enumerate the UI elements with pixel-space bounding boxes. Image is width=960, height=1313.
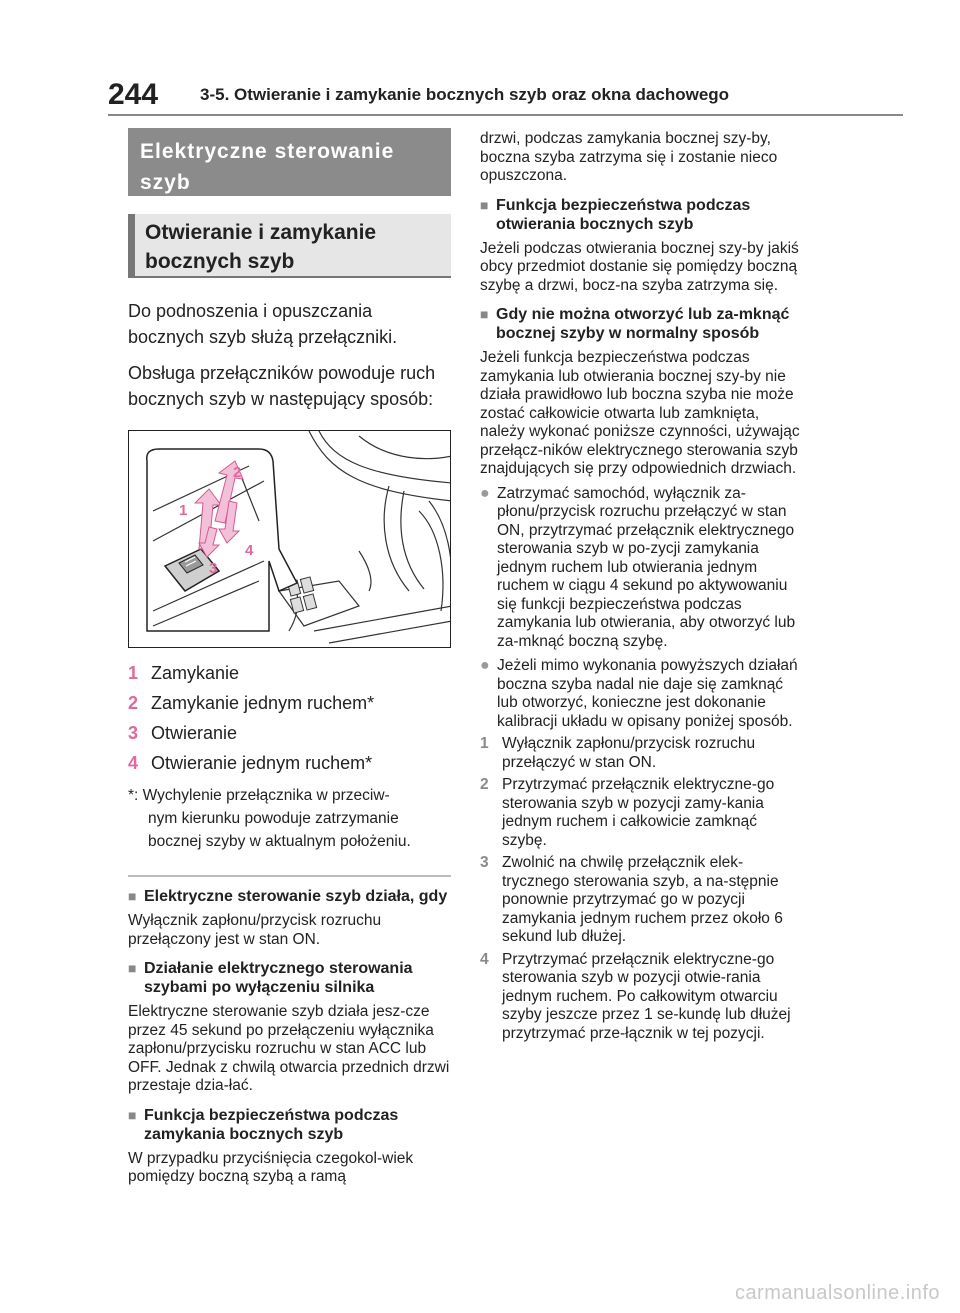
heading <box>480 196 802 234</box>
square-bullet-icon: ■ <box>480 306 489 322</box>
heading-text: Funkcja bezpieczeństwa podczas otwierania bocznych szyb <box>496 196 751 233</box>
legend-num: 2 <box>128 693 139 713</box>
legend-text: Zamykanie jednym ruchem* <box>151 693 375 713</box>
heading-text: Elektryczne sterowanie szyb działa, gdy <box>144 888 448 905</box>
subsection-title: Otwieranie i zamykanie bocznych szyb <box>128 214 451 278</box>
legend-num: 1 <box>128 663 139 683</box>
continuation-text: drzwi, podczas zamykania bocznej szy-by, boczna szyba zatrzyma się i zostanie nieco opuszczona. <box>480 130 778 184</box>
page-number: 244 <box>108 78 159 111</box>
switch-diagram <box>129 431 451 648</box>
section-title: Elektryczne sterowanie szyb <box>128 128 451 196</box>
left-column <box>128 128 451 1187</box>
step-number: 2 <box>480 776 489 793</box>
heading-text: Gdy nie można otworzyć lub za-mknąć bocznej szyby w normalny sposób <box>496 306 790 342</box>
legend <box>128 658 451 778</box>
step-item <box>480 854 802 947</box>
window-switch-illustration <box>128 430 451 648</box>
chapter-title: 3-5. Otwieranie i zamykanie bocznych szyb oraz okna dachowego <box>200 85 730 104</box>
callout-1: 1 <box>179 502 188 519</box>
body-text: W przypadku przyciśnięcia czegokol-wiek pomiędzy boczną szybą a ramą <box>128 1149 414 1185</box>
intro-paragraph-2: Obsługa przełączników powoduje ruch bocznych szyb w następujący sposób: <box>128 363 436 409</box>
intro-paragraph-1: Do podnoszenia i opuszczania bocznych szyb służą przełączniki. <box>128 301 398 347</box>
heading-text: Działanie elektrycznego sterowania szybami po wyłączeniu silnika <box>144 960 413 996</box>
body-text: Wyłącznik zapłonu/przycisk rozruchu przełączony jest w stan ON. <box>128 912 382 948</box>
heading <box>128 1106 451 1144</box>
body-text: Elektryczne sterowanie szyb działa jesz-cze przez 45 sekund po przełączeniu wyłącznika zapłonu/przycisku rozruchu w stan ACC lub OFF. Jednak z chwilą otwarcia przednich drzwi przestaje dzia-łać. <box>128 1003 450 1094</box>
step-item <box>480 951 802 1044</box>
step-text: Przytrzymać przełącznik elektryczne-go sterowania szyb w pozycji zamy-kania jednym ruchem i całkowicie zamknąć szybę. <box>502 776 775 849</box>
heading <box>128 887 451 906</box>
bullet-text: Zatrzymać samochód, wyłącznik za-płonu/przycisk rozruchu przełączyć w stan ON, przytrzymać przełącznik elektrycznego sterowania szyb w po-zycji zamykania jednym ruchem lub otwierania jednym ruchem w ciągu 4 sekund po aktywowaniu się funkcji bezpieczeństwa podczas zamykania lub otwierania, aby otworzyć lub za-mknąć boczną szybę. <box>497 484 796 650</box>
legend-item <box>128 688 451 718</box>
step-text: Zwolnić na chwilę przełącznik elek-trycznego sterowania szyb, a na-stępnie ponownie przytrzymać go w pozycji zamykania jednym ruchem przez około 6 sekund lub dłużej. <box>502 854 783 945</box>
legend-num: 4 <box>128 753 139 773</box>
legend-text: Otwieranie <box>151 723 238 743</box>
heading-text: Funkcja bezpieczeństwa podczas zamykania bocznych szyb <box>144 1106 399 1143</box>
right-column <box>480 130 802 1043</box>
bullet-item <box>480 657 802 731</box>
header-divider <box>108 114 903 116</box>
step-text: Przytrzymać przełącznik elektryczne-go sterowania szyb w pozycji otwie-rania jednym ruchem. Po całkowitym otwarciu szyby jeszcze przez 1 se-kundę lub dłużej przytrzymać prze-łącznik w tej pozycji. <box>502 950 791 1042</box>
circle-bullet-icon: ● <box>480 484 490 502</box>
legend-num: 3 <box>128 723 139 743</box>
footnote <box>128 784 451 853</box>
section-divider <box>128 875 451 877</box>
step-number: 1 <box>480 735 489 752</box>
watermark: carmanualsonline.info <box>734 1282 940 1304</box>
legend-item <box>128 718 451 748</box>
heading <box>128 959 451 997</box>
step-text: Wyłącznik zapłonu/przycisk rozruchu przełączyć w stan ON. <box>502 735 756 771</box>
step-number: 4 <box>480 950 489 968</box>
bullet-item <box>480 485 802 652</box>
bullet-text: Jeżeli mimo wykonania powyższych działań boczna szyba nadal nie daje się zamknąć lub otworzyć, konieczne jest dokonanie kalibracji układu w opisany poniżej sposób. <box>497 657 798 730</box>
callout-3: 3 <box>209 560 218 577</box>
body-text: Jeżeli podczas otwierania bocznej szy-by jakiś obcy przedmiot dostanie się pomiędzy boczną szybę a drzwi, bocz-na szyba zatrzyma się. <box>480 239 799 294</box>
heading <box>480 305 802 343</box>
legend-text: Zamykanie <box>151 663 240 683</box>
footnote-line-3: bocznej szyby w aktualnym położeniu. <box>148 833 411 850</box>
square-bullet-icon: ■ <box>128 1106 137 1123</box>
legend-text: Otwieranie jednym ruchem* <box>151 753 373 773</box>
footnote-line-2: nym kierunku powoduje zatrzymanie <box>148 810 399 827</box>
legend-item <box>128 658 451 688</box>
step-item <box>480 776 802 850</box>
callout-4: 4 <box>245 542 254 559</box>
callout-2: 2 <box>233 464 242 481</box>
square-bullet-icon: ■ <box>128 888 137 904</box>
circle-bullet-icon: ● <box>480 657 490 674</box>
square-bullet-icon: ■ <box>480 196 489 213</box>
legend-item <box>128 748 451 778</box>
step-number: 3 <box>480 854 489 871</box>
interior-lines <box>279 431 451 643</box>
step-item <box>480 735 802 772</box>
square-bullet-icon: ■ <box>128 960 137 976</box>
footnote-line-1: *: Wychylenie przełącznika w przeciw- <box>128 787 390 804</box>
body-text: Jeżeli funkcja bezpieczeństwa podczas zamykania lub otwierania bocznej szy-by nie działa prawidłowo lub boczna szyba nie może zostać całkowicie otwarta lub zamknięta, należy wykonać poniższe czynności, używając przełącz-ników elektrycznego sterowania szyb znajdujących się przy odpowiednich drzwiach. <box>480 349 800 477</box>
